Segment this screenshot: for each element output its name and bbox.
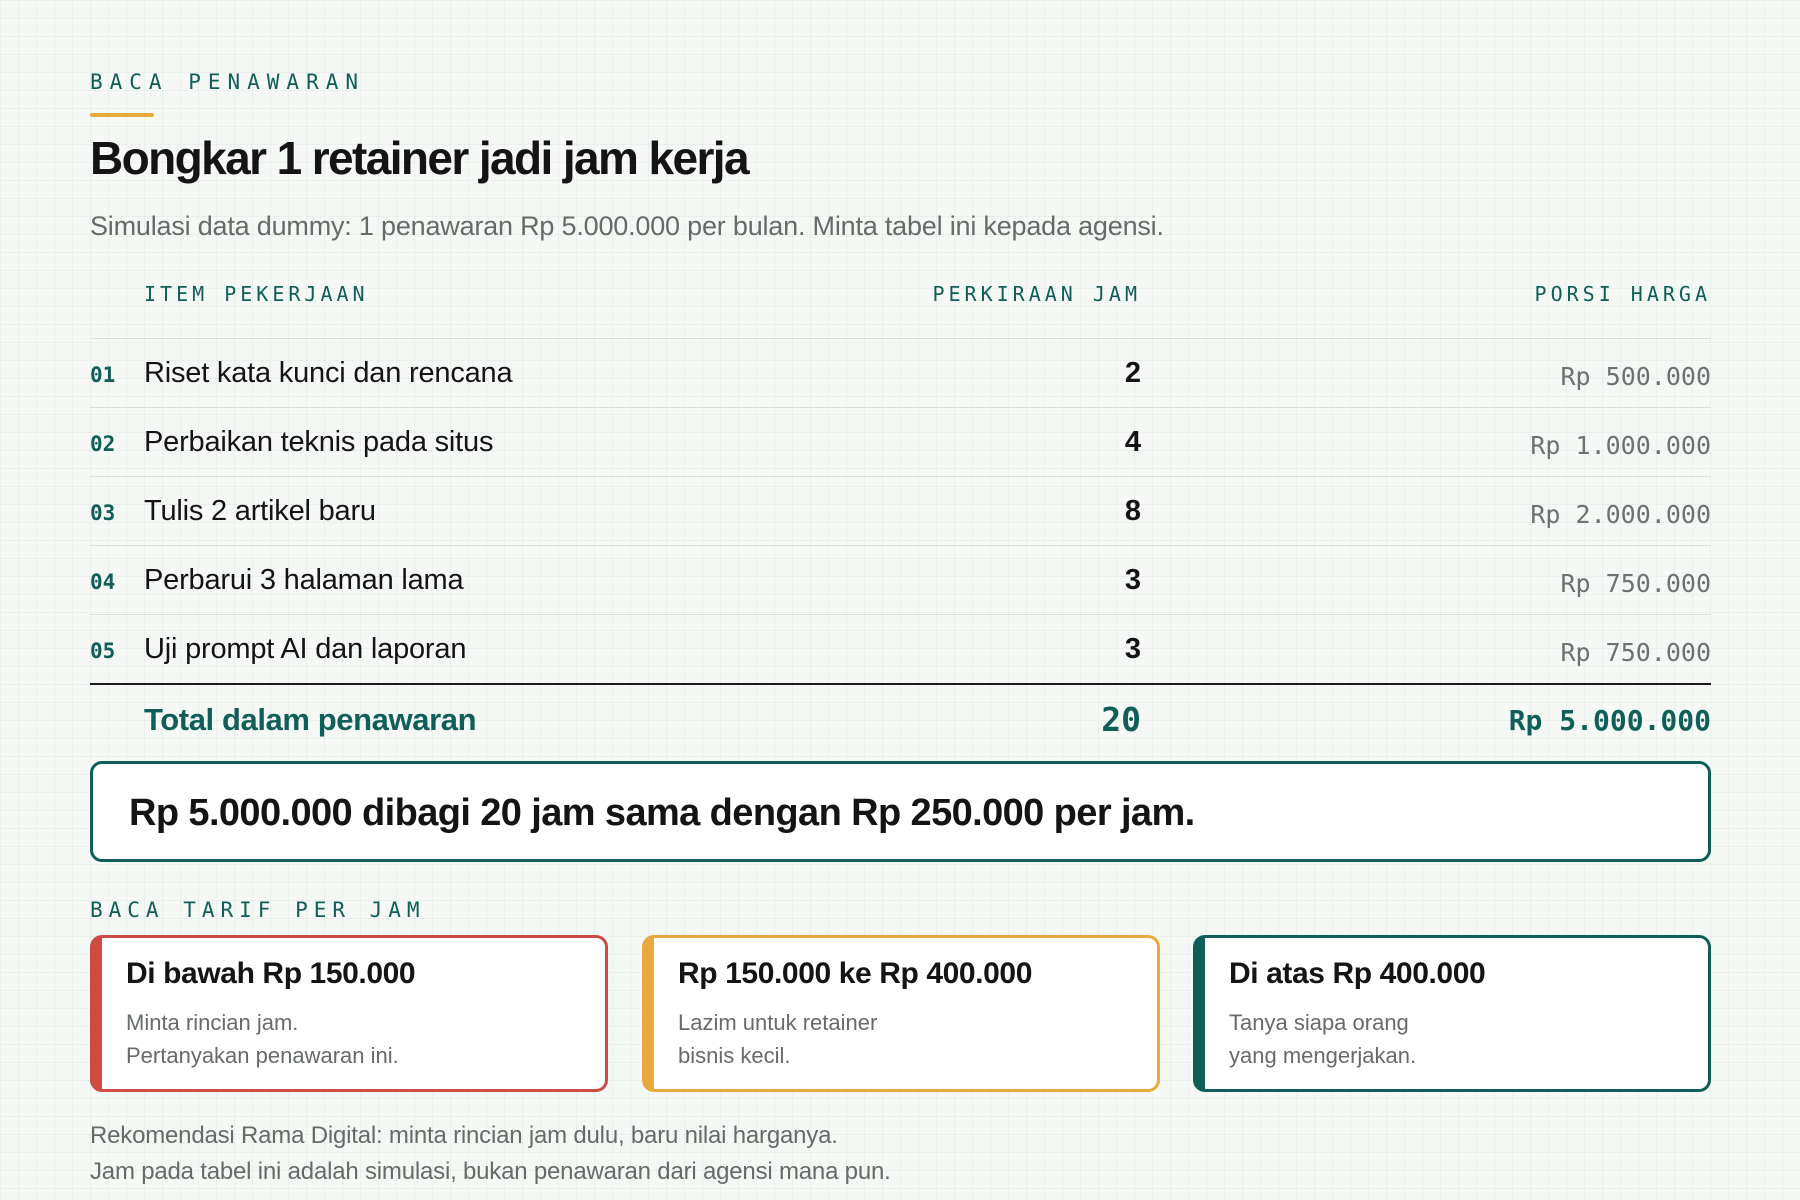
rate-card-title: Di bawah Rp 150.000	[126, 957, 416, 990]
rate-card-title: Di atas Rp 400.000	[1229, 957, 1486, 990]
page-title: Bongkar 1 retainer jadi jam kerja	[90, 132, 748, 184]
total-label: Total dalam penawaran	[144, 702, 477, 737]
rate-card-line: yang mengerjakan.	[1229, 1043, 1417, 1068]
section-eyebrow: BACA PENAWARAN	[90, 70, 366, 94]
table-row	[90, 546, 1711, 615]
column-header-price: PORSI HARGA	[1534, 282, 1711, 306]
rate-card-line: Minta rincian jam.	[126, 1010, 299, 1035]
row-hours: 4	[1124, 426, 1141, 458]
rate-card-line: Pertanyakan penawaran ini.	[126, 1043, 399, 1068]
row-task: Uji prompt AI dan laporan	[144, 633, 467, 665]
table-row	[90, 477, 1711, 546]
table-header	[90, 282, 1711, 312]
rate-card-description	[678, 1006, 877, 1072]
row-price: Rp 500.000	[1560, 362, 1711, 391]
row-task: Tulis 2 artikel baru	[144, 495, 376, 527]
rates-eyebrow: BACA TARIF PER JAM	[90, 898, 426, 922]
column-header-item: ITEM PEKERJAAN	[144, 282, 369, 306]
table-body	[90, 339, 1711, 684]
row-task: Riset kata kunci dan rencana	[144, 357, 513, 389]
rate-card-description	[126, 1006, 399, 1072]
row-price: Rp 1.000.000	[1530, 431, 1711, 460]
row-number: 01	[90, 363, 116, 387]
total-price: Rp 5.000.000	[1508, 704, 1711, 737]
row-number: 02	[90, 432, 116, 456]
rate-card-line: Lazim untuk retainer	[678, 1010, 878, 1035]
row-hours: 3	[1124, 564, 1141, 596]
footer-recommendation: Rekomendasi Rama Digital: minta rincian jam dulu, baru nilai harganya.	[90, 1122, 838, 1149]
eyebrow-underline	[90, 113, 154, 117]
row-price: Rp 750.000	[1560, 638, 1711, 667]
row-number: 04	[90, 570, 116, 594]
row-number: 05	[90, 639, 116, 663]
rate-card-high	[1193, 935, 1711, 1092]
row-price: Rp 750.000	[1560, 569, 1711, 598]
offer-breakdown-page	[90, 0, 1711, 1200]
row-hours: 2	[1124, 357, 1141, 389]
column-header-hours: PERKIRAAN JAM	[932, 282, 1141, 306]
total-hours: 20	[1101, 700, 1141, 739]
table-row	[90, 339, 1711, 408]
table-row	[90, 408, 1711, 477]
callout-text: Rp 5.000.000 dibagi 20 jam sama dengan Rp 250.000 per jam.	[129, 792, 1195, 834]
rate-card-low	[90, 935, 608, 1092]
row-number: 03	[90, 501, 116, 525]
rate-cards	[90, 935, 1711, 1092]
hourly-rate-callout	[90, 761, 1711, 862]
rate-card-mid	[642, 935, 1160, 1092]
rate-card-description	[1229, 1006, 1416, 1072]
footer-disclaimer: Jam pada tabel ini adalah simulasi, bukan penawaran dari agensi mana pun.	[90, 1158, 891, 1185]
rate-card-title: Rp 150.000 ke Rp 400.000	[678, 957, 1032, 990]
rate-card-line: bisnis kecil.	[678, 1043, 791, 1068]
rate-card-line: Tanya siapa orang	[1229, 1010, 1409, 1035]
table-row	[90, 615, 1711, 684]
total-divider	[90, 683, 1711, 685]
row-task: Perbaikan teknis pada situs	[144, 426, 494, 458]
row-hours: 8	[1124, 495, 1141, 527]
row-hours: 3	[1124, 633, 1141, 665]
footer-note	[90, 1118, 891, 1190]
row-price: Rp 2.000.000	[1530, 500, 1711, 529]
row-task: Perbarui 3 halaman lama	[144, 564, 464, 596]
table-total-row	[90, 700, 1711, 746]
page-subtitle: Simulasi data dummy: 1 penawaran Rp 5.000.000 per bulan. Minta tabel ini kepada agensi.	[90, 211, 1164, 241]
